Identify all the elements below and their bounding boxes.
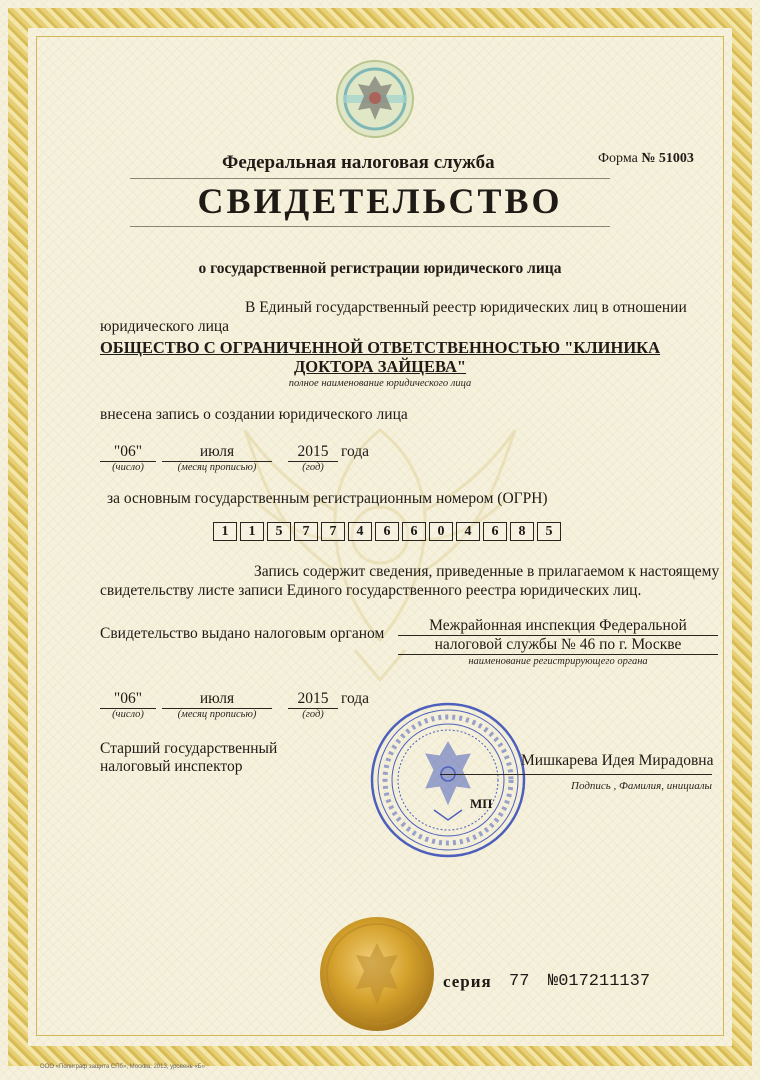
ogrn-digit: 5 xyxy=(537,522,561,541)
signature-line xyxy=(440,774,712,775)
officer-name: Мишкарева Идея Мирадовна xyxy=(521,752,714,769)
series-value: 77 xyxy=(509,972,530,991)
agency-name: Федеральная налоговая служба xyxy=(222,152,495,173)
record-line-2: свидетельству листе записи Единого государственного реестра юридических лиц. xyxy=(100,582,642,599)
date2-month: июля xyxy=(199,690,235,707)
series-label: серия xyxy=(443,972,492,991)
ogrn-digit: 4 xyxy=(456,522,480,541)
date1-day-hint: (число) xyxy=(112,462,144,473)
date1-month: июля xyxy=(199,443,235,460)
authority-line-2-rule xyxy=(398,654,718,655)
gold-hologram-seal-icon xyxy=(318,915,436,1033)
document-subtitle: о государственной регистрации юридического лица xyxy=(198,260,562,277)
ogrn-digit: 1 xyxy=(240,522,264,541)
ogrn-digit: 7 xyxy=(294,522,318,541)
entry-text: внесена запись о создании юридического лица xyxy=(100,406,408,423)
officer-title-line-2: налоговый инспектор xyxy=(100,758,243,775)
company-name-line-1: ОБЩЕСТВО С ОГРАНИЧЕННОЙ ОТВЕТСТВЕННОСТЬЮ "КЛИНИКА xyxy=(99,338,661,357)
authority-line-1: Межрайонная инспекция Федеральной xyxy=(429,617,687,634)
date1-suffix: года xyxy=(341,443,370,460)
officer-title-line-1: Старший государственный xyxy=(100,740,278,757)
date1-year: 2015 xyxy=(297,443,329,460)
authority-line-2: налоговой службы № 46 по г. Москве xyxy=(434,636,682,653)
company-name-hint: полное наименование юридического лица xyxy=(288,378,472,389)
company-name-line-2: ДОКТОРА ЗАЙЦЕВА" xyxy=(293,357,467,376)
intro-line-1: В Единый государственный реестр юридических лиц в отношении xyxy=(245,299,687,316)
issued-by-label: Свидетельство выдано налоговым органом xyxy=(100,625,385,642)
form-label xyxy=(598,150,694,168)
form-number: № 51003 xyxy=(641,151,694,166)
ogrn-digit: 5 xyxy=(267,522,291,541)
record-line-1: Запись содержит сведения, приведенные в прилагаемом к настоящему xyxy=(254,563,720,580)
date2-suffix: года xyxy=(341,690,370,707)
ogrn-digit: 4 xyxy=(348,522,372,541)
date2-year: 2015 xyxy=(297,690,329,707)
ogrn-digit: 7 xyxy=(321,522,345,541)
date1-day: "06" xyxy=(113,443,143,460)
document-title: СВИДЕТЕЛЬСТВО xyxy=(197,181,563,221)
date2-month-hint: (месяц прописью) xyxy=(177,709,257,720)
header-rule xyxy=(130,178,610,179)
ogrn-digit: 0 xyxy=(429,522,453,541)
form-word: Форма xyxy=(598,151,638,166)
ogrn-digit: 8 xyxy=(510,522,534,541)
date1-year-hint: (год) xyxy=(302,462,324,473)
authority-hint: наименование регистрирующего органа xyxy=(468,656,648,667)
date1-month-hint: (месяц прописью) xyxy=(177,462,257,473)
printer-imprint: ООО «Полиграф защита СПб», Москва, 2013, уровень «Б» xyxy=(40,1064,205,1070)
date2-year-hint: (год) xyxy=(302,709,324,720)
ogrn-digit: 6 xyxy=(375,522,399,541)
date2-day: "06" xyxy=(113,690,143,707)
title-rule xyxy=(130,226,610,227)
ogrn-boxes xyxy=(213,522,564,541)
ogrn-digit: 1 xyxy=(213,522,237,541)
ogrn-digit: 6 xyxy=(483,522,507,541)
certificate-number: №017211137 xyxy=(548,972,651,991)
mp-label: МП xyxy=(470,796,493,811)
ogrn-text: за основным государственным регистрационным номером (ОГРН) xyxy=(107,490,548,507)
signature-hint: Подпись , Фамилия, инициалы xyxy=(571,780,712,792)
date2-day-hint: (число) xyxy=(112,709,144,720)
ogrn-digit: 6 xyxy=(402,522,426,541)
fns-emblem-icon xyxy=(334,58,416,140)
intro-line-2: юридического лица xyxy=(100,318,230,335)
